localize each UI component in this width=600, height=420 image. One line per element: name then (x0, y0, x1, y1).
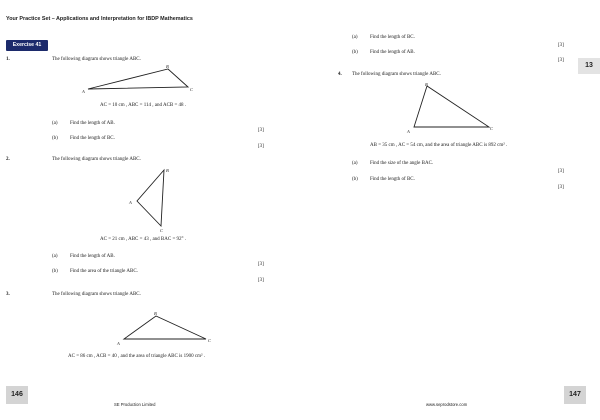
q3a-marks: [3] (558, 43, 564, 48)
q4-vertex-c: C (490, 126, 494, 131)
q1-vertex-c: C (190, 87, 194, 92)
page-header-title: Your Practice Set – Applications and Interpretation for IBDP Mathematics (6, 16, 193, 22)
q4a-marks: [3] (558, 169, 564, 174)
q3-vertex-a: A (117, 341, 120, 346)
q2-number: 2. (6, 157, 10, 162)
exercise-badge: Exercise 41 (6, 40, 48, 51)
q3a-text: Find the length of BC. (370, 35, 415, 40)
q4b-marks: [3] (558, 185, 564, 190)
q2a-text: Find the length of AB. (70, 254, 115, 259)
q4-vertex-b: B (425, 82, 428, 87)
q1a-text: Find the length of AB. (70, 121, 115, 126)
q1-number: 1. (6, 57, 10, 62)
q2-vertex-a: A (129, 200, 132, 205)
q1-prompt: The following diagram shows triangle ABC. (52, 57, 141, 62)
left-page-number: 146 (6, 386, 28, 404)
q2-triangle (137, 170, 164, 226)
q3-given: AC = 86 cm , ACB = 40 , and the area of triangle ABC is 1900 cm² . (68, 354, 205, 359)
q1a-label: (a) (52, 121, 58, 126)
q1-triangle (88, 69, 188, 89)
q2b-marks: [3] (258, 278, 264, 283)
q3b-label: (b) (352, 50, 358, 55)
q1-vertex-a: A (82, 89, 85, 94)
q2-triangle-diagram (124, 164, 176, 234)
q4-given: AB = 35 cm , AC = 54 cm, and the area of triangle ABC is 892 cm² . (370, 143, 508, 148)
footer-publisher: SE Production Limited (114, 402, 156, 407)
q3-number: 3. (6, 292, 10, 297)
q4a-label: (a) (352, 161, 358, 166)
q4-number: 4. (338, 72, 342, 77)
q2b-text: Find the area of the triangle ABC. (70, 269, 138, 274)
q2b-label: (b) (52, 269, 58, 274)
q4-triangle (414, 86, 489, 127)
q3b-marks: [3] (558, 58, 564, 63)
q2-prompt: The following diagram shows triangle ABC. (52, 157, 141, 162)
chapter-tab: 13 (578, 58, 600, 74)
q4a-text: Find the size of the angle BAC. (370, 161, 434, 166)
q1-vertex-b: B (166, 64, 169, 69)
q4-triangle-diagram (404, 80, 496, 136)
q1b-label: (b) (52, 136, 58, 141)
q1b-text: Find the length of BC. (70, 136, 115, 141)
q4b-text: Find the length of BC. (370, 177, 415, 182)
q1-triangle-diagram (80, 62, 200, 98)
q2-given: AC = 21 cm , ABC = 43 , and BAC = 92° . (100, 237, 187, 242)
q4-vertex-a: A (407, 129, 410, 134)
q1a-marks: [3] (258, 128, 264, 133)
q3b-text: Find the length of AB. (370, 50, 415, 55)
q3-vertex-c: C (208, 338, 212, 343)
q2-vertex-c: C (160, 228, 164, 233)
q3-prompt: The following diagram shows triangle ABC. (52, 292, 141, 297)
q1-given: AC = 10 cm , ABC = 114 , and ACB = 48 . (100, 103, 187, 108)
q2a-marks: [3] (258, 262, 264, 267)
q2a-label: (a) (52, 254, 58, 259)
q1b-marks: [3] (258, 144, 264, 149)
footer-website: www.seprodstore.com (426, 402, 468, 407)
q3-triangle-diagram (114, 310, 214, 346)
right-page-number: 147 (564, 386, 586, 404)
q4b-label: (b) (352, 177, 358, 182)
q4-prompt: The following diagram shows triangle ABC. (352, 72, 441, 77)
q3-vertex-b: B (154, 311, 157, 316)
q2-vertex-b: B (166, 168, 169, 173)
q3-triangle (124, 316, 206, 339)
q3a-label: (a) (352, 35, 358, 40)
